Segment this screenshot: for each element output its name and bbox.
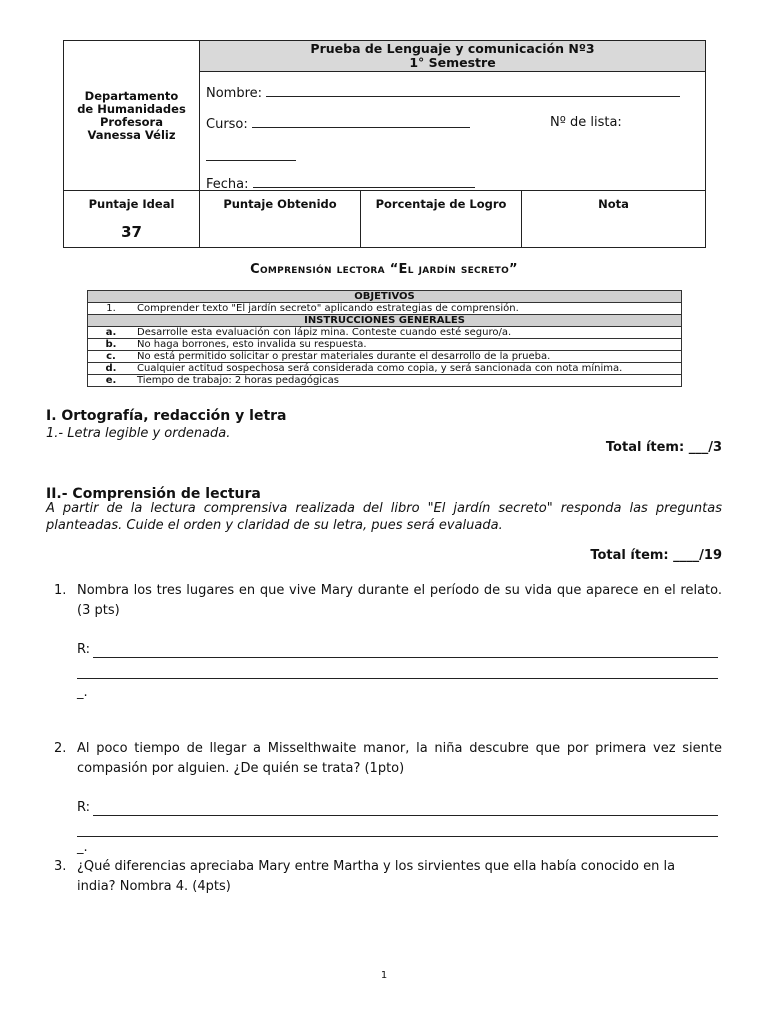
lista-field[interactable] (206, 148, 296, 161)
answer-line[interactable] (93, 656, 718, 658)
department-line: Departamento (84, 88, 179, 103)
instruction-num: e. (88, 375, 135, 387)
objectives-heading: OBJETIVOS (88, 291, 682, 303)
part2-instructions: A partir de la lectura comprensiva realizada del libro "El jardín secreto" responda las preguntas planteadas. Cuide el orden y claridad de su letra, pues será evaluada. (46, 501, 722, 533)
instruction-num: d. (88, 363, 135, 375)
curso-label: Curso: (206, 117, 248, 132)
answer-label: R: (77, 642, 91, 657)
department-cell (64, 41, 200, 191)
score-cell-obtained[interactable] (200, 191, 361, 248)
score-cell-percentage[interactable] (361, 191, 522, 248)
test-subtitle: 1° Semestre (409, 55, 496, 70)
department-line: de Humanidades (77, 101, 186, 116)
test-title-bar (200, 41, 706, 72)
nombre-label: Nombre: (206, 86, 263, 101)
department-line: Vanessa Véliz (87, 127, 176, 142)
instruction-text: Tiempo de trabajo: 2 horas pedagógicas (134, 375, 682, 387)
part1-item: 1.- Letra legible y ordenada. (46, 426, 231, 441)
instruction-text: Cualquier actitud sospechosa será considerada como copia, y será sancionada con nota mínima. (134, 363, 682, 375)
question-number: 3. (54, 859, 67, 874)
answer-line[interactable] (93, 814, 718, 816)
instruction-text: No está permitido solicitar o prestar materiales durante el desarrollo de la prueba. (134, 351, 682, 363)
question-number: 2. (54, 741, 67, 756)
objectives-table (87, 290, 682, 387)
answer-line[interactable] (77, 677, 718, 679)
instruction-num: b. (88, 339, 135, 351)
objective-num: 1. (88, 303, 135, 315)
question-text: Al poco tiempo de llegar a Misselthwaite manor, la niña descubre que por primera vez siente compasión por alguien. ¿De quién se trata? (1pto) (77, 741, 722, 776)
score-cell-grade[interactable] (522, 191, 706, 248)
instruction-text: Desarrolle esta evaluación con lápiz mina. Conteste cuando esté seguro/a. (134, 327, 682, 339)
fecha-field[interactable] (253, 175, 475, 188)
student-fields (200, 72, 706, 191)
part1-title: I. Ortografía, redacción y letra (46, 408, 287, 424)
score-label: Puntaje Obtenido (223, 197, 337, 211)
part2-title: II.- Comprensión de lectura (46, 486, 261, 502)
instruction-num: a. (88, 327, 135, 339)
answer-end-mark: _. (77, 840, 88, 855)
objective-text: Comprender texto "El jardín secreto" aplicando estrategias de comprensión. (134, 303, 682, 315)
part2-total: Total ítem: ____/19 (590, 548, 722, 563)
page-number: 1 (380, 970, 388, 981)
department-line: Profesora (100, 114, 163, 129)
score-value: 37 (121, 223, 142, 241)
instruction-text: No haga borrones, esto invalida su respuesta. (134, 339, 682, 351)
lista-label: Nº de lista: (550, 115, 622, 130)
instructions-heading: INSTRUCCIONES GENERALES (88, 315, 682, 327)
instruction-num: c. (88, 351, 135, 363)
answer-label: R: (77, 800, 91, 815)
score-label: Puntaje Ideal (88, 197, 175, 211)
question-number: 1. (54, 583, 67, 598)
fecha-label: Fecha: (206, 177, 249, 192)
question-text: Nombra los tres lugares en que vive Mary durante el período de su vida que aparece en el relato. (3 pts) (77, 583, 722, 618)
curso-field[interactable] (252, 115, 470, 128)
answer-end-mark: _. (77, 685, 88, 700)
score-label: Porcentaje de Logro (375, 197, 507, 211)
part1-total: Total ítem: ___/3 (605, 440, 722, 455)
test-title: Prueba de Lenguaje y comunicación Nº3 (310, 41, 595, 56)
header-table (63, 40, 706, 248)
answer-line[interactable] (77, 835, 718, 837)
score-label: Nota (598, 197, 629, 211)
nombre-field[interactable] (266, 84, 680, 97)
question-text: ¿Qué diferencias apreciaba Mary entre Martha y los sirvientes que ella había conocido en la india? Nombra 4. (4pts) (77, 859, 676, 894)
score-cell-ideal (64, 191, 200, 248)
reading-section-title: Comprensión lectora “El jardín secreto” (250, 262, 518, 277)
